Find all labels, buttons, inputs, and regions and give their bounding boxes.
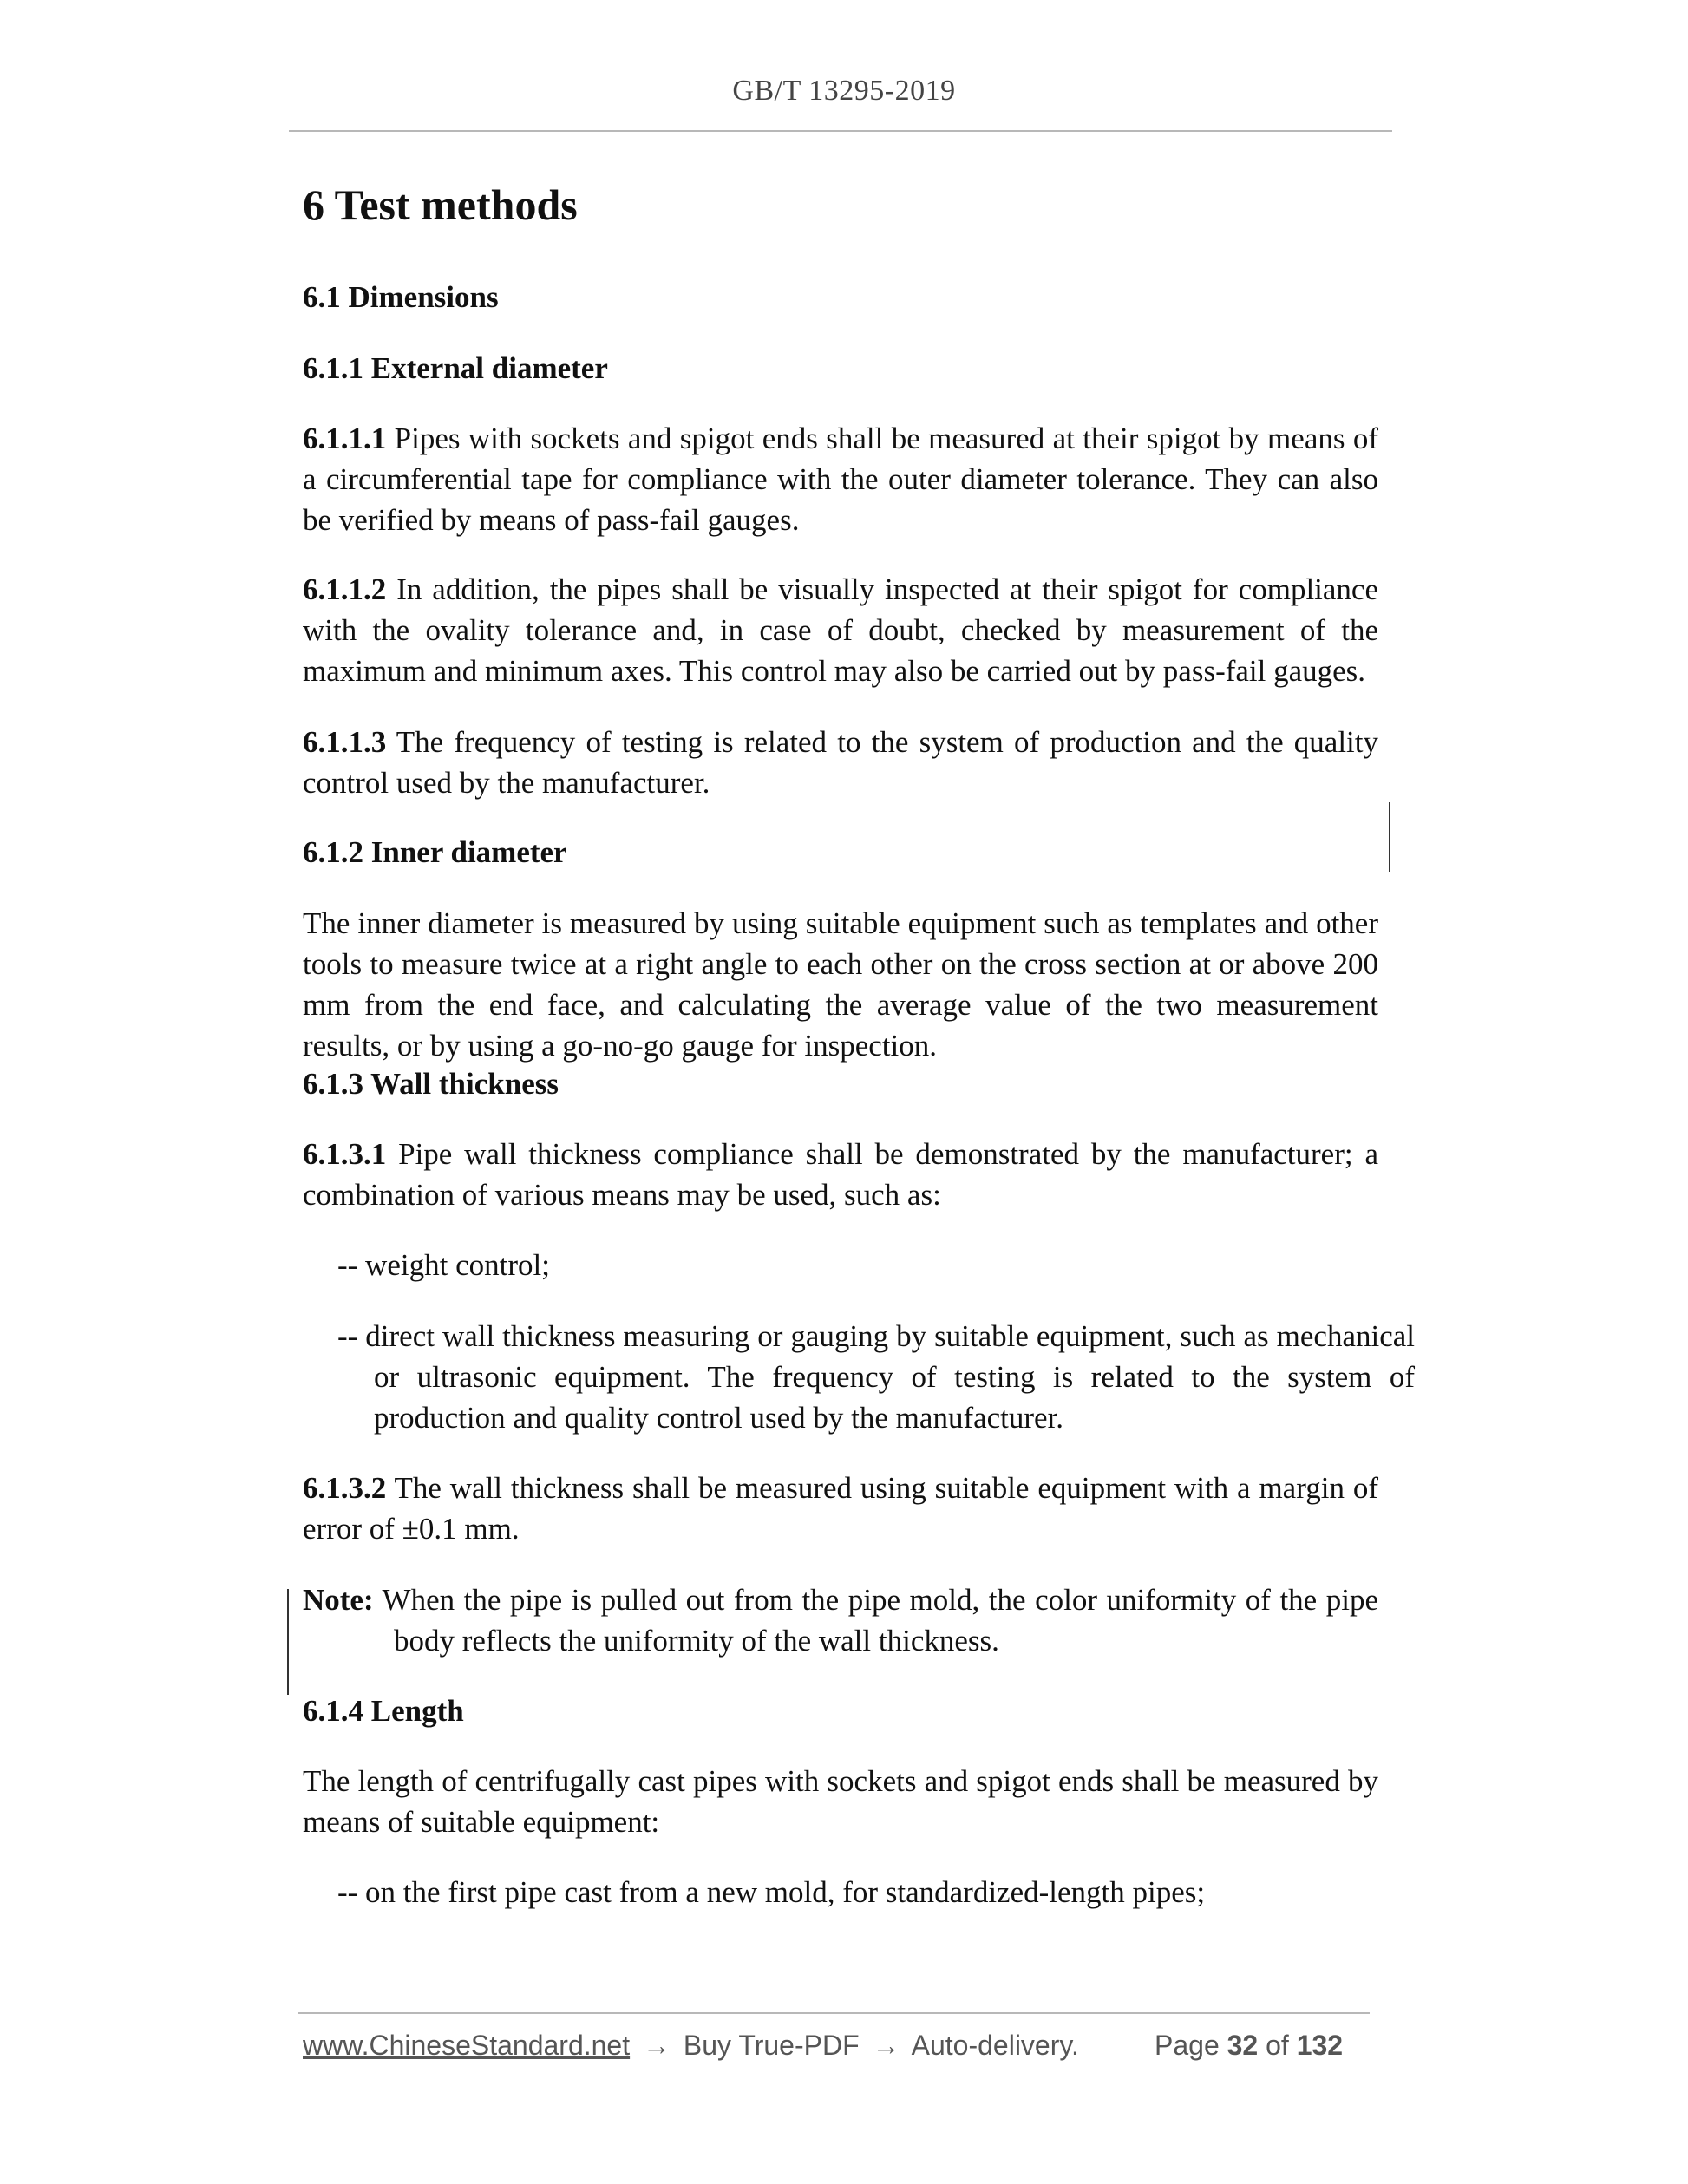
header-divider <box>289 130 1392 132</box>
paragraph-6-1-3-1 <box>303 1134 1378 1215</box>
buy-true-pdf-text: Buy True-PDF <box>683 2030 860 2061</box>
paragraph-6-1-3-2 <box>303 1468 1378 1549</box>
page-label: Page <box>1155 2030 1220 2061</box>
note-label: Note: <box>303 1583 374 1617</box>
clause-number: 6.1.3.2 <box>303 1471 387 1505</box>
clause-text: In addition, the pipes shall be visually inspected at their spigot for compliance with the ovality tolerance and, in case of doubt, checked by measurement of the maximum and minimum axes. This control may also be carried out by pass-fail gauges. <box>303 572 1378 688</box>
heading-6-1-2: 6.1.2 Inner diameter <box>303 835 567 869</box>
clause-number: 6.1.1.1 <box>303 422 387 455</box>
clause-number: 6.1.1.3 <box>303 725 387 759</box>
list-item-weight-control: -- weight control; <box>337 1248 550 1282</box>
note-text: When the pipe is pulled out from the pipe mold, the color uniformity of the pipe body reflects the uniformity of the wall thickness. <box>373 1583 1378 1658</box>
clause-number: 6.1.1.2 <box>303 572 387 606</box>
paragraph-6-1-4: The length of centrifugally cast pipes with sockets and spigot ends shall be measured by means of suitable equipment: <box>303 1764 1378 1839</box>
list-item-direct-measuring: -- direct wall thickness measuring or gauging by suitable equipment, such as mechanical or ultrasonic equipment. The frequency of testing is related to the system of production and quality control used by the manufacturer. <box>337 1319 1415 1435</box>
note-paragraph <box>303 1579 1378 1661</box>
section-title: 6 Test methods <box>303 180 578 229</box>
page-number: 32 <box>1227 2030 1259 2061</box>
paragraph-6-1-1-2 <box>303 569 1378 691</box>
paragraph-6-1-1-3 <box>303 722 1378 803</box>
change-bar-inner-diameter <box>1389 802 1390 872</box>
heading-6-1: 6.1 Dimensions <box>303 280 499 314</box>
page-footer <box>303 2030 1378 2062</box>
clause-text: The wall thickness shall be measured using suitable equipment with a margin of error of ±0.1 mm. <box>303 1471 1378 1546</box>
heading-6-1-1: 6.1.1 External diameter <box>303 351 608 385</box>
paragraph-6-1-1-1 <box>303 418 1378 540</box>
page-total: 132 <box>1296 2030 1344 2061</box>
arrow-right-icon: → <box>872 2030 900 2061</box>
page-indicator <box>1155 2030 1343 2062</box>
heading-6-1-4: 6.1.4 Length <box>303 1694 464 1728</box>
of-label: of <box>1266 2030 1289 2061</box>
clause-text: Pipe wall thickness compliance shall be demonstrated by the manufacturer; a combination of various means may be used, such as: <box>303 1137 1378 1212</box>
clause-number: 6.1.3.1 <box>303 1137 387 1171</box>
heading-6-1-3: 6.1.3 Wall thickness <box>303 1067 559 1101</box>
clause-text: The frequency of testing is related to the system of production and the quality control used by the manufacturer. <box>303 725 1378 800</box>
website-link[interactable]: www.ChineseStandard.net <box>303 2030 631 2061</box>
document-id-header: GB/T 13295-2019 <box>732 75 956 107</box>
clause-text: Pipes with sockets and spigot ends shall be measured at their spigot by means of a circumferential tape for compliance with the outer diameter tolerance. They can also be verified by means of pass-fail gauges. <box>303 422 1378 537</box>
change-bar-note <box>287 1589 289 1695</box>
arrow-right-icon: → <box>643 2030 671 2061</box>
footer-divider <box>298 2012 1370 2014</box>
auto-delivery-text: Auto-delivery. <box>911 2030 1079 2061</box>
paragraph-6-1-2: The inner diameter is measured by using suitable equipment such as templates and other tools to measure twice at a right angle to each other on the cross section at or above 200 mm from the end face, and calculating the average value of the two measurement results, or by using a go-no-go gauge for inspection. <box>303 906 1378 1063</box>
list-item-first-pipe: -- on the first pipe cast from a new mold, for standardized-length pipes; <box>337 1875 1206 1909</box>
